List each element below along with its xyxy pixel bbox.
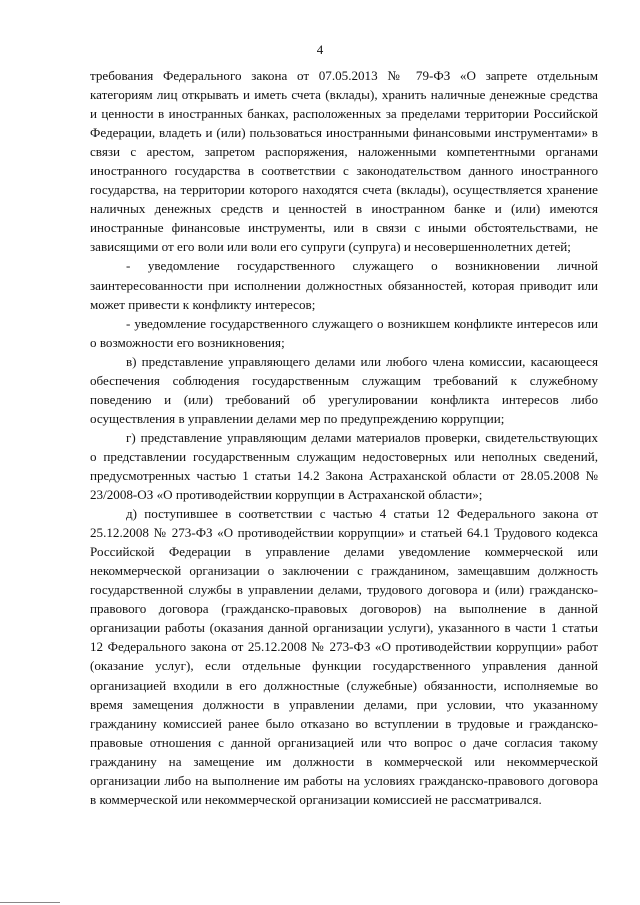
- document-body: [90, 66, 598, 809]
- page-number: 4: [316, 42, 324, 57]
- paragraph-notice-conflict: - уведомление государственного служащего о возникшем конфликте интересов или о возможности его возникновения;: [90, 315, 598, 350]
- paragraph-item-d: д) поступившее в соответствии с частью 4 статьи 12 Федерального закона от 25.12.2008 № 273-ФЗ «О противодействии коррупции» и статьей 64.1 Трудового кодекса Российской Федерации в управление делами уведомление коммерческой или некоммерческой организации о заключении с гражданином, замещавшим должность государственной службы в управлении делами, трудового договора и (или) гражданско-правового договора (гражданско-правовых договоров) на выполнение в данной организации работы (оказания данной организации услуги), указанного в части 1 статьи 12 Федерального закона от 25.12.2008 № 273-ФЗ «О противодействии коррупции» работ (оказание услуг), если отдельные функции государственного управления данной организацией входили в его должностные (служебные) обязанности, исполняемые во время замещения должности в управлении делами, при условии, что указанному гражданину комиссией ранее было отказано во вступлении в трудовые и гражданско-правовые отношения с данной организацией или что вопрос о даче согласия такому гражданину на замещение им должности в коммерческой или некоммерческой организации либо на выполнение им работы на условиях гражданско-правового договора в коммерческой или некоммерческой организации комиссией не рассматривался.: [90, 506, 598, 807]
- paragraph-continuation: требования Федерального закона от 07.05.2013 № 79-ФЗ «О запрете отдельным категориям лиц открывать и иметь счета (вклады), хранить наличные денежные средства и ценности в иностранных банках, расположенных за пределами территории Российской Федерации, владеть и (или) пользоваться иностранными финансовыми инструментами» в связи с арестом, запретом распоряжения, наложенными компетентными органами иностранного государства в соответствии с законодательством данного иностранного государства, на территории которого находятся счета (вклады), осуществляется хранение наличных денежных средств и ценностей в иностранном банке и (или) имеются иностранные финансовые инструменты, или в связи с иными обстоятельствами, не зависящими от его воли или воли его супруги (супруга) и несовершеннолетних детей;: [90, 68, 598, 255]
- scan-edge-mark: [0, 902, 60, 903]
- paragraph-notice-personal-interest: - уведомление государственного служащего о возникновении личной заинтересованности при исполнении должностных обязанностей, которая приводит или может привести к конфликту интересов;: [90, 258, 598, 312]
- paragraph-item-v: в) представление управляющего делами или любого члена комиссии, касающееся обеспечения соблюдения государственным служащим требований к служебному поведению и (или) требований об урегулировании конфликта интересов либо осуществления в управлении делами мер по предупреждению коррупции;: [90, 353, 598, 426]
- paragraph-item-g: г) представление управляющим делами материалов проверки, свидетельствующих о представлении государственным служащим недостоверных или неполных сведений, предусмотренных частью 1 статьи 14.2 Закона Астраханской области от 28.05.2008 № 23/2008-ОЗ «О противодействии коррупции в Астраханской области»;: [90, 429, 598, 503]
